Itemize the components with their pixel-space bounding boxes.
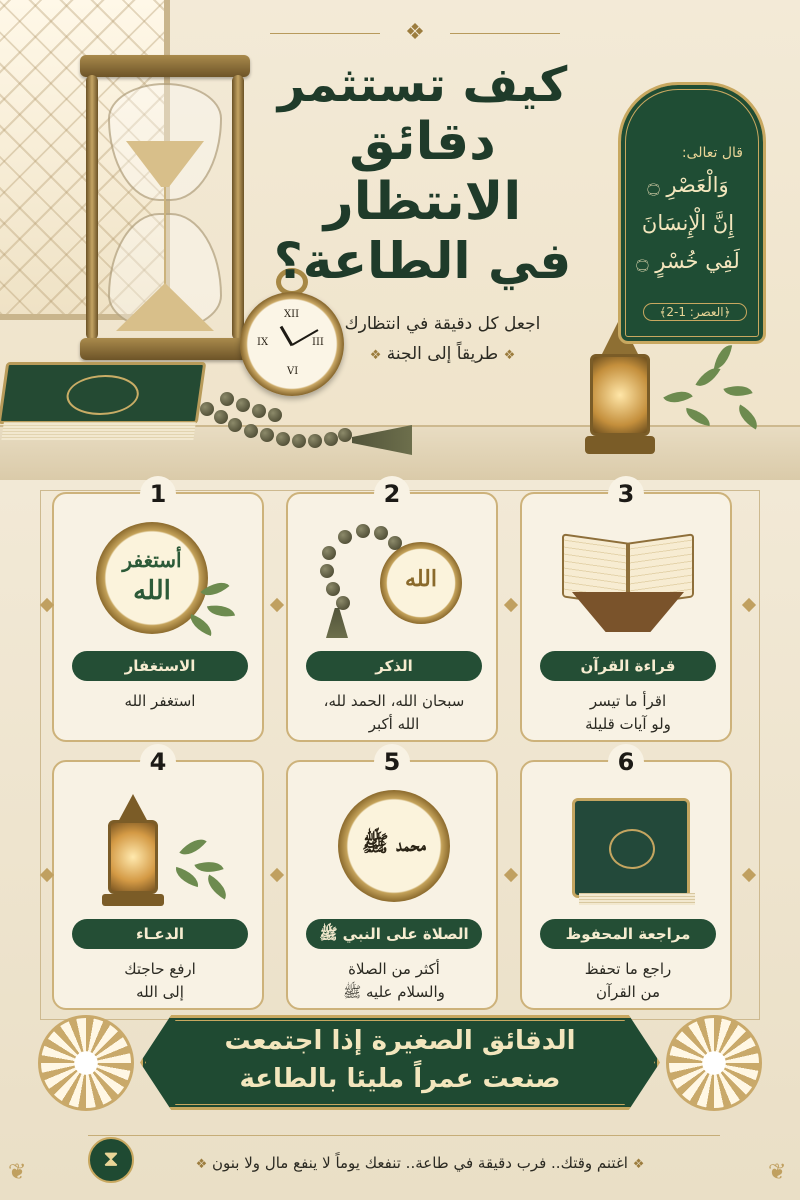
card-number: 1: [140, 476, 176, 512]
bead: [336, 596, 350, 610]
card-quran-reading: [520, 480, 732, 742]
bead: [276, 432, 290, 446]
rosette-icon: [666, 1015, 762, 1111]
medallion-text: أستغفر: [122, 548, 182, 572]
bead: [260, 428, 274, 442]
card-dhikr: [286, 480, 498, 742]
lamp-top: [118, 794, 148, 822]
lamp-base: [102, 894, 164, 906]
hourglass-sand-stream: [164, 187, 166, 287]
card-number: 4: [140, 744, 176, 780]
ornament-icon: ❖: [503, 347, 516, 363]
bead: [228, 418, 242, 432]
bead: [244, 424, 258, 438]
leaf: [684, 408, 712, 426]
hourglass-pillar: [86, 75, 98, 340]
medallion: [380, 542, 462, 624]
muhammad-calligraphy-medallion-icon: [318, 790, 470, 908]
verse-line: وَالْعَصْرِ ۝: [647, 173, 729, 197]
verse-line: إِنَّ الْإِنسَانَ: [641, 211, 735, 235]
bead: [338, 530, 352, 544]
card-title: الاستغفار: [72, 651, 248, 681]
card-istighfar: [52, 480, 264, 742]
card-text-line: ارفع حاجتك: [124, 960, 196, 978]
card-title: الصلاة على النبي ﷺ: [306, 919, 482, 949]
card-text-line: سبحان الله، الحمد لله،: [323, 692, 465, 710]
clock-numeral: III: [312, 337, 324, 348]
ornament-icon: ❖: [405, 20, 425, 45]
footer-message: اغتنم وقتك.. فرب دقيقة في طاعة.. تنفعك يوماً لا ينفع مال ولا بنون: [212, 1154, 628, 1172]
medallion-text: محمد ﷺ: [362, 831, 426, 857]
medallion-text: الله: [133, 576, 171, 606]
bead: [200, 402, 214, 416]
top-divider: [450, 33, 560, 34]
ornament-icon: ❖: [632, 1157, 645, 1172]
quran-book-icon: [0, 362, 206, 452]
book-emblem: [64, 375, 142, 415]
lantern-base: [585, 436, 655, 454]
medallion: [338, 790, 450, 902]
rosette-icon: [38, 1015, 134, 1111]
clock-numeral: VI: [287, 366, 299, 377]
card-description: [532, 690, 724, 735]
subtitle-line-wrap: [300, 340, 585, 370]
leaf: [663, 384, 693, 409]
book-pages: [579, 893, 695, 905]
card-salawat: [286, 748, 498, 1010]
card-title: الذكر: [306, 651, 482, 681]
card-memorization-review: [520, 748, 732, 1010]
bead: [308, 434, 322, 448]
card-text-line: استغفر الله: [124, 692, 196, 710]
bead: [324, 432, 338, 446]
astaghfirullah-medallion-icon: [84, 522, 236, 640]
book-cover: [0, 362, 206, 424]
card-dua: [52, 748, 264, 1010]
book-emblem: [609, 829, 655, 869]
bead: [320, 564, 334, 578]
card-title: الدعـاء: [72, 919, 248, 949]
page-subtitle: [300, 310, 585, 370]
medallion-text: الله: [405, 566, 437, 592]
card-title: قراءة القرآن: [540, 651, 716, 681]
title-line: دقائق الانتظار: [323, 112, 522, 232]
card-description: [64, 690, 256, 713]
lantern-body: [590, 354, 650, 436]
bead: [252, 404, 266, 418]
ornament-icon: ❖: [369, 347, 382, 363]
leaf: [202, 874, 232, 899]
card-text-line: من القرآن: [595, 982, 660, 1001]
closed-book: [572, 798, 690, 898]
card-title: مراجعة المحفوظ: [540, 919, 716, 949]
beads-tassel: [326, 608, 348, 638]
top-divider: [270, 33, 380, 34]
card-number: 6: [608, 744, 644, 780]
subtitle-line: اجعل كل دقيقة في انتظارك: [344, 314, 541, 334]
leaf: [733, 404, 763, 429]
hourglass-glass: [108, 83, 222, 333]
ornament-icon: ❖: [195, 1157, 208, 1172]
lantern-icon: [84, 790, 236, 908]
leaf: [714, 343, 732, 371]
card-number: 5: [374, 744, 410, 780]
card-text-line: اقرأ ما تيسر: [589, 692, 667, 710]
corner-ornament-icon: ❦: [768, 1160, 787, 1185]
card-text-line: الله أكبر: [368, 714, 420, 733]
verse-reference: ﴿العصر: 1-2﴾: [643, 303, 747, 321]
leaf: [186, 614, 215, 636]
bead: [220, 392, 234, 406]
closed-quran-icon: [552, 790, 704, 908]
bead: [326, 582, 340, 596]
card-description: [298, 958, 490, 1003]
card-text-line: ولو آيات قليلة: [585, 714, 671, 733]
hourglass-pillar: [232, 75, 244, 340]
leaf: [173, 867, 202, 887]
book-stand: [572, 592, 684, 632]
hourglass-top-cap: [80, 55, 250, 77]
bead: [268, 408, 282, 422]
bead: [338, 428, 352, 442]
bead: [388, 536, 402, 550]
bead: [236, 398, 250, 412]
corner-ornament-icon: ❦: [8, 1160, 27, 1185]
card-description: [298, 690, 490, 735]
prayer-beads-icon: [318, 522, 470, 640]
bead: [356, 524, 370, 538]
leaf: [723, 380, 752, 402]
hourglass-bottom-cap: [80, 338, 250, 360]
card-text-line: والسلام عليه ﷺ: [343, 982, 445, 1001]
card-text-line: أكثر من الصلاة: [348, 960, 440, 978]
verse-intro: قال تعالى:: [681, 145, 743, 161]
lamp-body: [108, 820, 158, 894]
banner-line: صنعت عمراً مليئا بالطاعة: [239, 1064, 561, 1094]
open-quran-stand-icon: [552, 522, 704, 640]
bead: [214, 410, 228, 424]
leaf: [207, 602, 235, 620]
leaves-icon: [655, 350, 775, 440]
footer-text: [150, 1154, 690, 1172]
banner-line: الدقائق الصغيرة إذا اجتمعت: [224, 1026, 576, 1056]
hourglass-icon: ⧗: [88, 1137, 134, 1183]
card-text-line: إلى الله: [136, 982, 184, 1001]
card-description: [532, 958, 724, 1003]
card-description: [64, 958, 256, 1003]
bead: [292, 434, 306, 448]
card-number: 2: [374, 476, 410, 512]
bead: [374, 526, 388, 540]
page-title: [250, 58, 595, 290]
book-pages: [1, 422, 196, 440]
title-line: كيف تستثمر: [277, 57, 568, 113]
clock-numeral: XII: [284, 309, 300, 320]
title-line: في الطاعة؟: [273, 231, 572, 290]
bead: [322, 546, 336, 560]
subtitle-line: طريقاً إلى الجنة: [386, 343, 499, 364]
hourglass-icon: [80, 55, 250, 360]
quran-verse-panel: [618, 82, 766, 344]
verse-line: لَفِي خُسْرٍ ۝: [636, 249, 740, 273]
card-text-line: راجع ما تحفظ: [584, 960, 672, 978]
card-number: 3: [608, 476, 644, 512]
leaf: [179, 833, 206, 862]
clock-numeral: IX: [257, 337, 269, 348]
